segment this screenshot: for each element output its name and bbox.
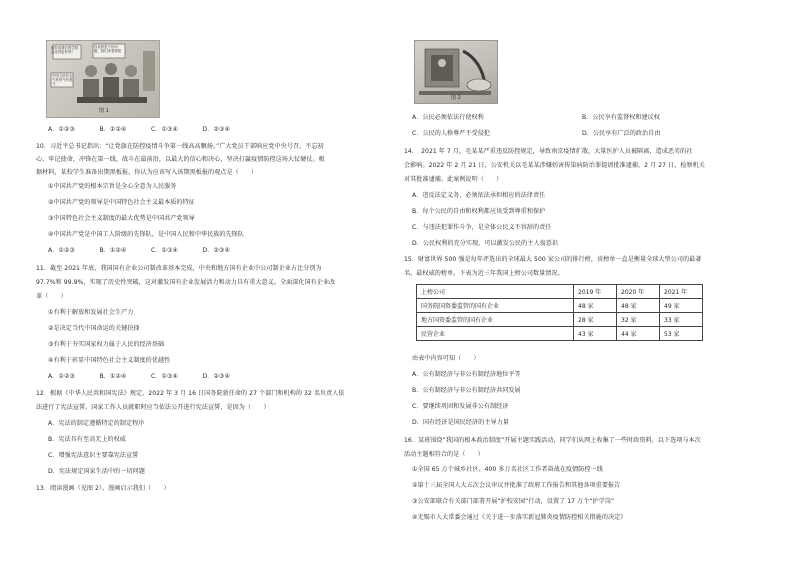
q14-line-3: 对其批准逮捕。此案例说明（ ） (404, 176, 503, 183)
q11-statement-1: ①有利于解放和发展社会生产力 (48, 309, 134, 316)
figure-1-cartoon-image (46, 40, 160, 118)
q16-statement-1: ①全国 65 万个城乡社区、400 多万名社区工作者奋战在疫情防控一线 (412, 466, 603, 473)
table-header-cell: 上榜公司 (417, 285, 574, 299)
q14-line-2: 会影响。2022 年 2 月 21 日，公安机关以毛某某涉嫌妨害传染病防治罪提请批准逮捕，2 月 27 日，检察机关 (404, 162, 705, 169)
q11-options: A．①②③ B．①②④ C．①③④ D．②③④ (48, 373, 230, 380)
table-header-row (417, 285, 703, 299)
q13-option-c: C．公民的人格尊严不受侵犯 (412, 130, 491, 137)
table-cell: 49 家 (660, 299, 703, 313)
table-row (417, 327, 703, 341)
q14-option-b: B．每个公民的自由和权利都应该受到尊重和保护 (412, 208, 546, 215)
listed-companies-table (416, 284, 703, 341)
q13-option-a: A．公民必须依法行使权利 (412, 114, 484, 121)
q13-line: 13．阅读漫画（见图 2）。漫画启示我们（ ） (36, 485, 170, 492)
q14-option-d: D．公民权利的充分实现，可以激发公民的主人翁意识 (412, 240, 559, 247)
figure2-caption: 图 2 (451, 95, 461, 101)
q15-line-2: 名、最权威的榜单。下表为近三年我国上榜公司数量情况。 (404, 270, 564, 277)
q16-statement-2: ②第十三届全国人大五次会议审议并批准了政府工作报告和其他各项重要报告 (412, 482, 621, 489)
q10-options: A．①②③ B．①②④ C．①③④ D．②③④ (48, 247, 230, 254)
table-header-cell: 2020 年 (617, 285, 660, 299)
q15-option-c: C．要继续巩固和发展非公有制经济 (412, 403, 509, 410)
q11-statement-2: ②是决定当代中国命运的关键抉择 (48, 325, 140, 332)
q14-line-1: 14． 2021 年 7 月，毛某某严重违反防控规定，导致南京疫情扩散，大量医护人员被隔离，造成恶劣的社 (404, 148, 693, 155)
q12-option-c: C．增强宪法意识主要靠宪法宣誓 (48, 452, 139, 459)
table-row (417, 313, 703, 327)
q14-option-a: A．违反法定义务，必须依法承担相应的法律责任 (412, 192, 546, 199)
table-cell: 28 家 (574, 313, 617, 327)
table-cell: 53 家 (660, 327, 703, 341)
q15-option-d: D．国有经济是国民经济的主导力量 (412, 419, 509, 426)
table-cell: 44 家 (617, 327, 660, 341)
left-column (28, 0, 398, 562)
q10-statement-4: ④中国共产党是中国工人阶级的先锋队，是中国人民和中华民族的先锋队 (48, 231, 244, 238)
table-cell: 48 家 (617, 299, 660, 313)
q11-line-2: 97.7%和 99.9%，实现了历史性突破，这对激发国有企业发展活力和动力具有重大意义。全面深化国有企业改 (36, 279, 336, 286)
table-cell: 国务院国资委监管的国有企业 (417, 299, 574, 313)
q12-option-a: A．宪法的制定遵循特定的制定程序 (48, 420, 145, 427)
q16-line-2: 活动主题相符合的是（ ） (404, 451, 484, 458)
q13-option-b: B．公民享有监督权和建议权 (582, 114, 660, 121)
q15-option-b: B．公有制经济与非公有制经济共同发展 (412, 387, 521, 394)
table-cell: 33 家 (660, 313, 703, 327)
table-header-cell: 2021 年 (660, 285, 703, 299)
q12-option-b: B．宪法具有至高无上的权威 (48, 436, 126, 443)
q16-statement-4: ④无锡市人大常委会通过《关于进一步落实新冠肺炎疫情防控相关措施的决定》 (412, 514, 627, 521)
q16-line-1: 16．某班围绕“我国的根本政治制度”开展主题实践活动，同学们从网上收集了一些时政资料，以下选项与本次 (404, 437, 701, 444)
q15-option-a: A．公有制经济与非公有制经济地位平等 (412, 371, 521, 378)
q12-line-2: 法进行了宪法宣誓。国家工作人员就职时应当依法公开进行宪法宣誓，是因为（ ） (36, 404, 270, 411)
q10-line-1: 10．习近平总书记指出：“让党旗在防控疫情斗争第一线高高飘扬。”广大党员干部响应党中央号召，不忘初 (36, 143, 324, 150)
q12-option-d: D．宪法规定国家生活中的一切问题 (48, 468, 145, 475)
q10-statement-3: ③中国特色社会主义制度的最大优势是中国共产党领导 (48, 215, 195, 222)
figure1-bubble-c: 中国人民有志气有骨气有底气 (52, 74, 73, 86)
figure1-caption: 图 1 (99, 108, 109, 114)
table-cell: 32 家 (617, 313, 660, 327)
q10-line-3: 据材料，某校学生准备出期黑板报，你认为应该写入该期黑板报的观点是（ ） (36, 169, 258, 176)
q11-statement-3: ③有利于夯实国家权力属于人民的经济基础 (48, 341, 165, 348)
table-cell: 民营企业 (417, 327, 574, 341)
q9-options: A．①②③ B．①②④ C．①③④ D．②③④ (48, 126, 230, 133)
q11-line-1: 11．截至 2021 年底，我国国有企业公司制改革基本完成，中央和地方国有企业中公司制企业占比分别为 (36, 265, 322, 272)
q14-option-c: C．与违法犯罪作斗争，是全体公民义不容辞的责任 (412, 224, 552, 231)
table-cell: 48 家 (574, 299, 617, 313)
table-header-cell: 2019 年 (574, 285, 617, 299)
q13-option-d: D．公民享有广泛的政治自由 (582, 130, 661, 137)
table-row (417, 299, 703, 313)
table-cell: 43 家 (574, 327, 617, 341)
q16-statement-3: ③公安部联合有关部门部署开展“护校安园”行动，设置了 17 万个“护学岗” (412, 498, 615, 505)
q15-line-1: 15．财富世界 500 强是每年评选出的全球最大 500 家公司的排行榜，该榜单一直是衡量全球大型公司的最著 (404, 256, 702, 263)
q11-line-3: 革（ ） (36, 293, 67, 300)
table-cell: 地方国资委监管的国有企业 (417, 313, 574, 327)
figure1-bubble-b: 你说的是个好问题，我们来看看吧 (94, 45, 122, 53)
q15-stem: 由表中内容可知（ ） (412, 355, 480, 362)
q12-line-1: 12．根据《中华人民共和国宪法》规定，2022 年 3 月 16 日国务院新任命的 27 个部门和机构的 32 名负责人依 (36, 390, 345, 397)
q10-statement-2: ②中国共产党的领导是中国特色社会主义最本质的特征 (48, 199, 195, 206)
q10-statement-1: ①中国共产党的根本宗旨是全心全意为人民服务 (48, 183, 177, 190)
q10-line-2: 心，牢记使命，冲锋在第一线，战斗在最前沿，以最大的信心和决心，坚决打赢疫情防控这场大仗硬仗。根 (36, 156, 325, 163)
figure1-bubble-a: 那你说我们的学校会变得更好吗？ (51, 46, 79, 54)
q11-statement-4: ④有利于彰显中国特色社会主义制度的优越性 (48, 357, 171, 364)
figure-2-cartoon-image (414, 40, 498, 104)
right-column (404, 0, 778, 562)
